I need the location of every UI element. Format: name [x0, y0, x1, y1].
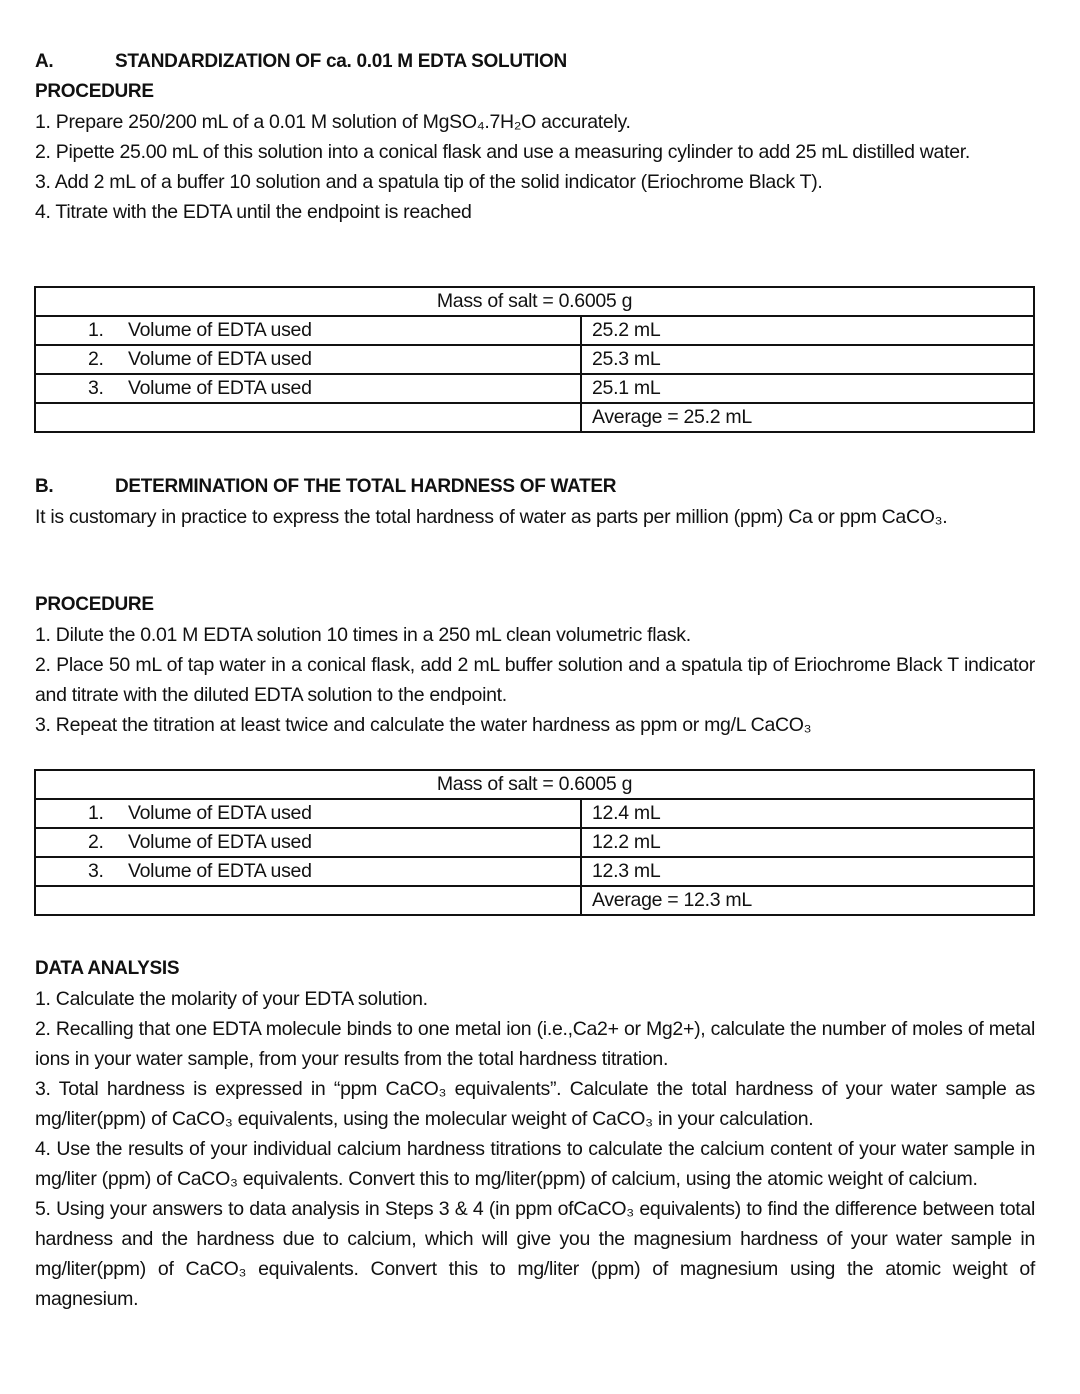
analysis-step: 5. Using your answers to data analysis in Steps 3 & 4 (in ppm ofCaCO₃ equivalents) to find the difference between total hardness and the hardness due to calcium, which will give you the magnesium hardness of your water sample in mg/liter(ppm) of CaCO₃ equivalents. Convert this to mg/liter (ppm) of magnesium using the atomic weight of magnesium. [35, 1198, 1035, 1310]
data-analysis-heading: DATA ANALYSIS [35, 958, 180, 979]
volume-value: 25.2 mL [581, 316, 1034, 345]
average-value: Average = 12.3 mL [581, 886, 1034, 915]
volume-value: 25.3 mL [581, 345, 1034, 374]
table-row [35, 403, 1034, 432]
procedure-heading: PROCEDURE [35, 594, 154, 615]
analysis-step: 1. Calculate the molarity of your EDTA solution. [35, 988, 428, 1010]
table-row: 1. Volume of EDTA used 25.2 mL [35, 316, 1034, 345]
table-row: 2. Volume of EDTA used 12.2 mL [35, 828, 1034, 857]
procedure-step: 3. Add 2 mL of a buffer 10 solution and a spatula tip of the solid indicator (Eriochrome Black T). [35, 171, 823, 193]
procedure-step: 4. Titrate with the EDTA until the endpoint is reached [35, 201, 472, 223]
section-b-heading: B. DETERMINATION OF THE TOTAL HARDNESS OF WATER [35, 476, 617, 497]
procedure-step: 1. Dilute the 0.01 M EDTA solution 10 times in a 250 mL clean volumetric flask. [35, 624, 691, 646]
table-row: 2. Volume of EDTA used 25.3 mL [35, 345, 1034, 374]
section-b-procedure [35, 590, 1035, 740]
procedure-heading: PROCEDURE [35, 81, 154, 102]
data-analysis [35, 954, 1035, 1314]
table-row [35, 886, 1034, 915]
section-b-intro: It is customary in practice to express the total hardness of water as parts per million (ppm) Ca or ppm CaCO₃. [35, 506, 948, 528]
section-a [35, 47, 1035, 227]
mass-of-salt: Mass of salt = 0.6005 g [35, 770, 1034, 799]
procedure-step: 2. Place 50 mL of tap water in a conical flask, add 2 mL buffer solution and a spatula tip of Eriochrome Black T indicator and titrate with the diluted EDTA solution to the endpoint. [35, 654, 1035, 706]
mass-of-salt: Mass of salt = 0.6005 g [35, 287, 1034, 316]
volume-value: 12.2 mL [581, 828, 1034, 857]
standardization-table [34, 286, 1035, 433]
table-row: 3. Volume of EDTA used 12.3 mL [35, 857, 1034, 886]
section-b [35, 472, 1035, 532]
table-row: 1. Volume of EDTA used 12.4 mL [35, 799, 1034, 828]
volume-value: 25.1 mL [581, 374, 1034, 403]
analysis-step: 3. Total hardness is expressed in “ppm CaCO₃ equivalents”. Calculate the total hardness of your water sample as mg/liter(ppm) of CaCO₃ equivalents, using the molecular weight of CaCO₃ in your calculation. [35, 1078, 1035, 1130]
volume-value: 12.3 mL [581, 857, 1034, 886]
procedure-step: 1. Prepare 250/200 mL of a 0.01 M solution of MgSO₄.7H₂O accurately. [35, 111, 631, 133]
volume-value: 12.4 mL [581, 799, 1034, 828]
analysis-step: 4. Use the results of your individual calcium hardness titrations to calculate the calcium content of your water sample in mg/liter (ppm) of CaCO₃ equivalents. Convert this to mg/liter(ppm) of calcium, using the atomic weight of calcium. [35, 1138, 1035, 1190]
analysis-step: 2. Recalling that one EDTA molecule binds to one metal ion (i.e.,Ca2+ or Mg2+), calculate the number of moles of metal ions in your water sample, from your results from the total hardness titration. [35, 1018, 1035, 1070]
table-row: 3. Volume of EDTA used 25.1 mL [35, 374, 1034, 403]
section-a-heading: A. STANDARDIZATION OF ca. 0.01 M EDTA SOLUTION [35, 51, 567, 72]
procedure-step: 2. Pipette 25.00 mL of this solution into a conical flask and use a measuring cylinder to add 25 mL distilled water. [35, 141, 970, 163]
hardness-table [34, 769, 1035, 916]
procedure-step: 3. Repeat the titration at least twice and calculate the water hardness as ppm or mg/L CaCO₃ [35, 714, 812, 736]
average-value: Average = 25.2 mL [581, 403, 1034, 432]
